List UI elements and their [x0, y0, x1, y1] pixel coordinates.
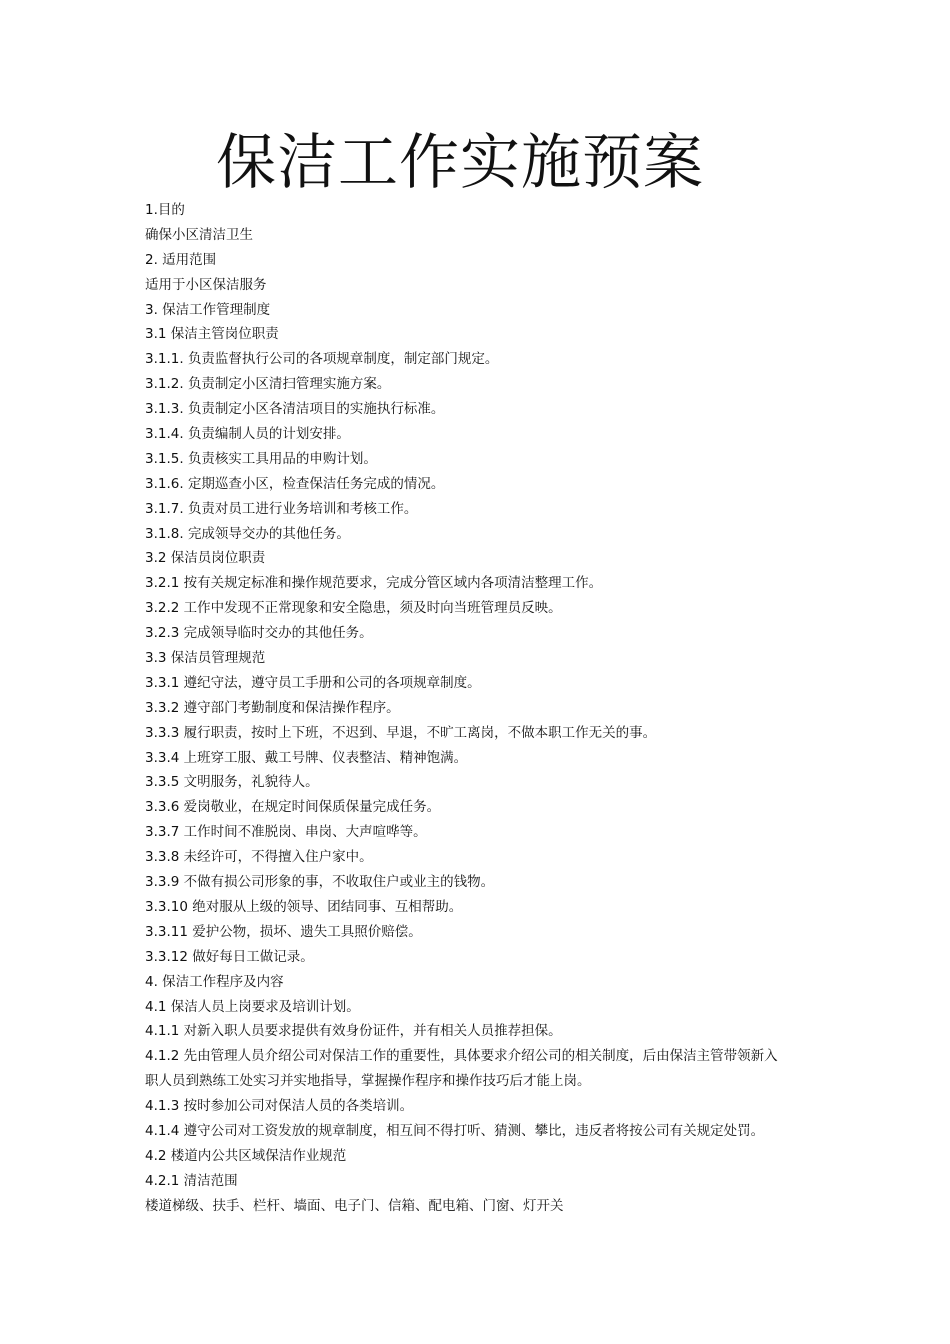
- line-text: 爱护公物，损坏、遗失工具照价赔偿。: [192, 923, 422, 940]
- line-text: 保洁工作管理制度: [162, 301, 271, 318]
- line-text: 负责监督执行公司的各项规章制度，制定部门规定。: [187, 351, 499, 368]
- document-line: [145, 746, 815, 771]
- document-line: [145, 546, 815, 571]
- line-text: 清洁范围: [183, 1172, 238, 1189]
- section-number: 3.2: [145, 550, 171, 567]
- document-line: [145, 696, 815, 721]
- document-line: [145, 322, 815, 347]
- line-text: 爱岗敬业，在规定时间保质保量完成任务。: [183, 799, 441, 816]
- section-number: 3.3.7: [145, 824, 184, 841]
- line-text: 保洁员管理规范: [170, 650, 266, 667]
- document-line: [145, 273, 815, 298]
- line-text: 完成领导交办的其他任务。: [187, 525, 350, 542]
- line-text: 按有关规定标准和操作规范要求，完成分管区域内各项清洁整理工作。: [183, 575, 603, 592]
- line-text: 保洁工作程序及内容: [162, 973, 284, 990]
- section-number: 3.2.3: [145, 625, 184, 642]
- document-line: [145, 770, 815, 795]
- document-line: [145, 397, 815, 422]
- section-number: 3.3.4: [145, 749, 184, 766]
- section-number: 3.1: [145, 326, 171, 343]
- document-line: [145, 870, 815, 895]
- document-body: [145, 198, 815, 1219]
- line-text: 保洁主管岗位职责: [170, 326, 279, 343]
- section-number: 4.1.1: [145, 1023, 184, 1040]
- document-line: [145, 945, 815, 970]
- document-line: [145, 248, 815, 273]
- section-number: 3.: [145, 301, 163, 318]
- line-text: 负责制定小区清扫管理实施方案。: [187, 376, 391, 393]
- section-number: 3.3.9: [145, 874, 184, 891]
- line-text: 按时参加公司对保洁人员的各类培训。: [183, 1098, 414, 1115]
- document-line: [145, 472, 815, 497]
- line-text: 上班穿工服、戴工号牌、仪表整洁、精神饱满。: [183, 749, 468, 766]
- line-text: 职人员到熟练工处实习并实地指导，掌握操作程序和操作技巧后才能上岗。: [145, 1073, 591, 1090]
- section-number: 3.1.5.: [145, 450, 188, 467]
- line-text: 保洁人员上岗要求及培训计划。: [170, 998, 360, 1015]
- line-text: 对新入职人员要求提供有效身份证件，并有相关人员推荐担保。: [183, 1023, 562, 1040]
- document-line: [145, 372, 815, 397]
- section-number: 3.3.10: [145, 898, 193, 915]
- document-line: [145, 198, 815, 223]
- section-number: 3.1.6.: [145, 475, 188, 492]
- section-number: 1.: [145, 202, 158, 218]
- line-text: 负责编制人员的计划安排。: [187, 426, 350, 443]
- document-line: [145, 1169, 815, 1194]
- document-line: [145, 1194, 815, 1219]
- document-line: [145, 970, 815, 995]
- line-text: 不做有损公司形象的事，不收取住户或业主的钱物。: [183, 874, 495, 891]
- line-text: 目的: [157, 202, 185, 218]
- document-line: [145, 1119, 815, 1144]
- document-line: [145, 298, 815, 323]
- line-text: 工作时间不准脱岗、串岗、大声喧哗等。: [183, 824, 427, 841]
- section-number: 3.1.4.: [145, 426, 188, 443]
- line-text: 工作中发现不正常现象和安全隐患，须及时向当班管理员反映。: [183, 600, 562, 617]
- section-number: 4.: [145, 973, 163, 990]
- line-text: 履行职责，按时上下班，不迟到、早退，不旷工离岗，不做本职工作无关的事。: [183, 724, 657, 741]
- document-line: [145, 646, 815, 671]
- document-line: [145, 671, 815, 696]
- section-number: 3.3.2: [145, 699, 184, 716]
- line-text: 楼道梯级、扶手、栏杆、墙面、电子门、信箱、配电箱、门窗、灯开关: [145, 1197, 564, 1214]
- section-number: 3.3.3: [145, 724, 184, 741]
- section-number: 3.3: [145, 650, 171, 667]
- section-number: 3.1.7.: [145, 500, 188, 517]
- line-text: 确保小区清洁卫生: [145, 226, 253, 243]
- section-number: 3.3.5: [145, 774, 184, 791]
- line-text: 负责核实工具用品的申购计划。: [187, 450, 377, 467]
- line-text: 遵纪守法，遵守员工手册和公司的各项规章制度。: [183, 674, 481, 691]
- line-text: 遵守部门考勤制度和保洁操作程序。: [183, 699, 400, 716]
- document-line: [145, 845, 815, 870]
- section-number: 4.1.3: [145, 1098, 184, 1115]
- section-number: 3.3.8: [145, 849, 184, 866]
- section-number: 4.1.4: [145, 1122, 184, 1139]
- document-line: [145, 497, 815, 522]
- line-text: 适用范围: [162, 251, 217, 268]
- line-text: 完成领导临时交办的其他任务。: [183, 625, 373, 642]
- section-number: 2.: [145, 251, 163, 268]
- document-line: [145, 1044, 815, 1069]
- section-number: 3.2.1: [145, 575, 184, 592]
- line-text: 未经许可，不得擅入住户家中。: [183, 849, 373, 866]
- document-line: [145, 1019, 815, 1044]
- document-line: [145, 795, 815, 820]
- section-number: 4.2: [145, 1147, 171, 1164]
- document-line: [145, 895, 815, 920]
- document-line: [145, 621, 815, 646]
- section-number: 3.3.12: [145, 948, 193, 965]
- section-number: 3.3.6: [145, 799, 184, 816]
- section-number: 3.1.2.: [145, 376, 188, 393]
- document-line: [145, 1094, 815, 1119]
- document-line: [145, 920, 815, 945]
- section-number: 3.1.1.: [145, 351, 188, 368]
- document-line: [145, 223, 815, 248]
- line-text: 绝对服从上级的领导、团结同事、互相帮助。: [192, 898, 463, 915]
- line-text: 文明服务，礼貌待人。: [183, 774, 319, 791]
- document-line: [145, 995, 815, 1020]
- section-number: 3.3.11: [145, 923, 193, 940]
- line-text: 遵守公司对工资发放的规章制度，相互间不得打听、猜测、攀比，违反者将按公司有关规定处罚。: [183, 1122, 765, 1139]
- document-line: [145, 721, 815, 746]
- document-line: [145, 1144, 815, 1169]
- section-number: 3.1.8.: [145, 525, 188, 542]
- section-number: 4.1.2: [145, 1048, 184, 1065]
- line-text: 负责对员工进行业务培训和考核工作。: [187, 500, 418, 517]
- line-text: 适用于小区保洁服务: [145, 276, 267, 293]
- section-number: 3.1.3.: [145, 401, 188, 418]
- document-line: [145, 820, 815, 845]
- line-text: 定期巡查小区，检查保洁任务完成的情况。: [187, 475, 445, 492]
- document-line: [145, 522, 815, 547]
- line-text: 做好每日工做记录。: [192, 948, 314, 965]
- line-text: 负责制定小区各清洁项目的实施执行标准。: [187, 401, 445, 418]
- section-number: 4.2.1: [145, 1172, 184, 1189]
- document-line: [145, 422, 815, 447]
- line-text: 先由管理人员介绍公司对保洁工作的重要性，具体要求介绍公司的相关制度，后由保洁主管带领新入: [183, 1048, 778, 1065]
- line-text: 楼道内公共区域保洁作业规范: [170, 1147, 347, 1164]
- document-line: [145, 1069, 815, 1094]
- document-title: 保洁工作实施预案: [216, 128, 704, 198]
- document-line: [145, 596, 815, 621]
- document-line: [145, 571, 815, 596]
- section-number: 3.3.1: [145, 674, 184, 691]
- document-line: [145, 447, 815, 472]
- section-number: 3.2.2: [145, 600, 184, 617]
- document-line: [145, 347, 815, 372]
- section-number: 4.1: [145, 998, 171, 1015]
- line-text: 保洁员岗位职责: [170, 550, 266, 567]
